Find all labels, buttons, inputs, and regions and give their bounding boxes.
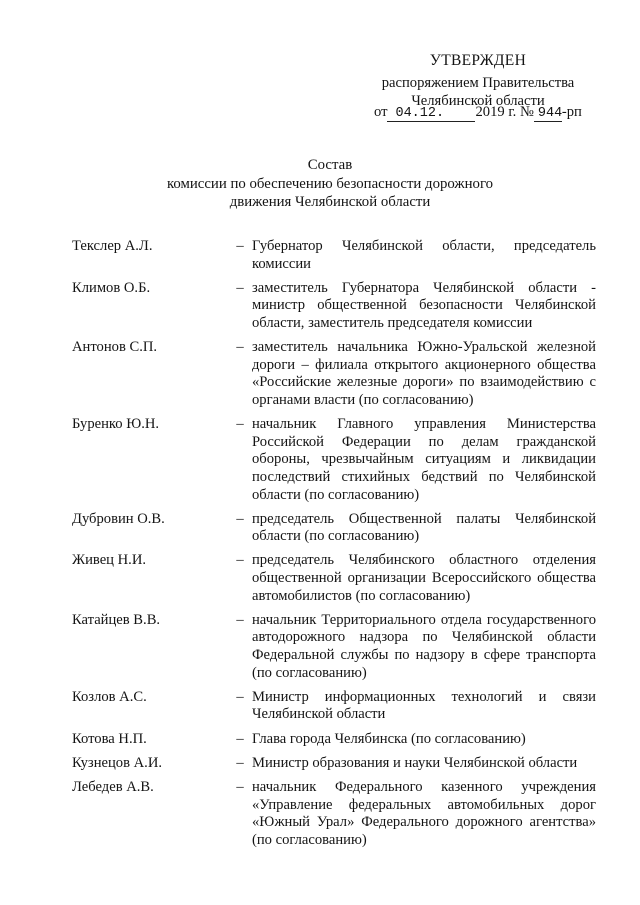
heading-line-3: движения Челябинской области (229, 194, 431, 211)
heading-line-2: комиссии по обеспечению безопасности дорожного (166, 175, 494, 192)
member-role: заместитель начальника Южно-Уральской железной дороги – филиала открытого акционерного общества «Российские железные дороги» по взаимодействию с органами власти (по согласованию) (252, 339, 596, 408)
approval-date-line (374, 104, 582, 122)
year-text: 2019 г. № (475, 104, 534, 120)
member-role: Губернатор Челябинской области, председатель комиссии (252, 238, 596, 272)
member-role: Министр образования и науки Челябинской области (252, 754, 578, 771)
date-value: 04.12. (387, 106, 475, 122)
member-name: Катайцев В.В. (72, 611, 161, 628)
member-row (72, 339, 596, 409)
member-name: Котова Н.П. (72, 730, 147, 747)
member-row (72, 416, 596, 504)
member-row (72, 511, 596, 546)
member-dash: – (236, 754, 244, 771)
approval-title: УТВЕРЖДЕН (429, 52, 527, 69)
member-dash: – (236, 238, 244, 254)
date-prefix: от (374, 104, 388, 120)
member-name: Живец Н.И. (72, 552, 147, 569)
approval-block (360, 52, 596, 110)
document-heading (110, 156, 550, 212)
member-row (72, 731, 596, 749)
member-role: начальник Федерального казенного учреждения «Управление федеральных автомобильных дорог «Южный Урал» Федерального дорожного агентства» (по согласованию) (252, 778, 596, 848)
member-name: Дубровин О.В. (72, 510, 165, 527)
member-name: Текслер А.Л. (72, 238, 153, 254)
member-name: Климов О.Б. (72, 279, 151, 296)
order-number: 944 (534, 106, 562, 122)
member-role: председатель Челябинского областного отделения общественной организации Всероссийского общества автомобилистов (по согласованию) (252, 552, 596, 604)
member-list (72, 238, 596, 856)
member-row (72, 779, 596, 849)
member-row (72, 612, 596, 682)
member-dash: – (236, 778, 244, 795)
member-role: заместитель Губернатора Челябинской области - министр общественной безопасности Челябинской области, заместитель председателя комиссии (252, 279, 596, 331)
member-name: Козлов А.С. (72, 688, 147, 705)
member-dash: – (236, 552, 244, 569)
member-role: Глава города Челябинска (по согласованию) (252, 730, 526, 747)
member-name: Кузнецов А.И. (72, 754, 163, 771)
member-dash: – (236, 416, 244, 433)
member-row (72, 238, 596, 273)
member-row (72, 689, 596, 724)
heading-line-1: Состав (307, 157, 353, 173)
member-role: начальник Территориального отдела государственного автодорожного надзора по Челябинской области Федеральной службы по надзору в сфере транспорта (по согласованию) (252, 611, 596, 681)
approval-line-2: Челябинской области (411, 92, 545, 109)
member-row (72, 280, 596, 333)
member-name: Антонов С.П. (72, 339, 158, 356)
member-dash: – (236, 339, 244, 356)
approval-line-1: распоряжением Правительства (381, 74, 575, 91)
member-dash: – (236, 688, 244, 705)
member-name: Буренко Ю.Н. (72, 416, 160, 433)
member-dash: – (236, 730, 244, 747)
member-dash: – (236, 510, 244, 527)
member-row (72, 755, 596, 773)
member-dash: – (236, 611, 244, 628)
order-number-suffix: -рп (561, 104, 582, 120)
member-name: Лебедев А.В. (72, 778, 154, 795)
member-dash: – (236, 279, 244, 296)
member-role: председатель Общественной палаты Челябинской области (по согласованию) (252, 510, 596, 545)
member-row (72, 552, 596, 605)
member-role: Министр информационных технологий и связи Челябинской области (252, 688, 596, 723)
member-role: начальник Главного управления Министерства Российской Федерации по делам гражданской обороны, чрезвычайным ситуациям и ликвидации последствий стихийных бедствий по Челябинской области (по согласованию) (252, 416, 596, 503)
